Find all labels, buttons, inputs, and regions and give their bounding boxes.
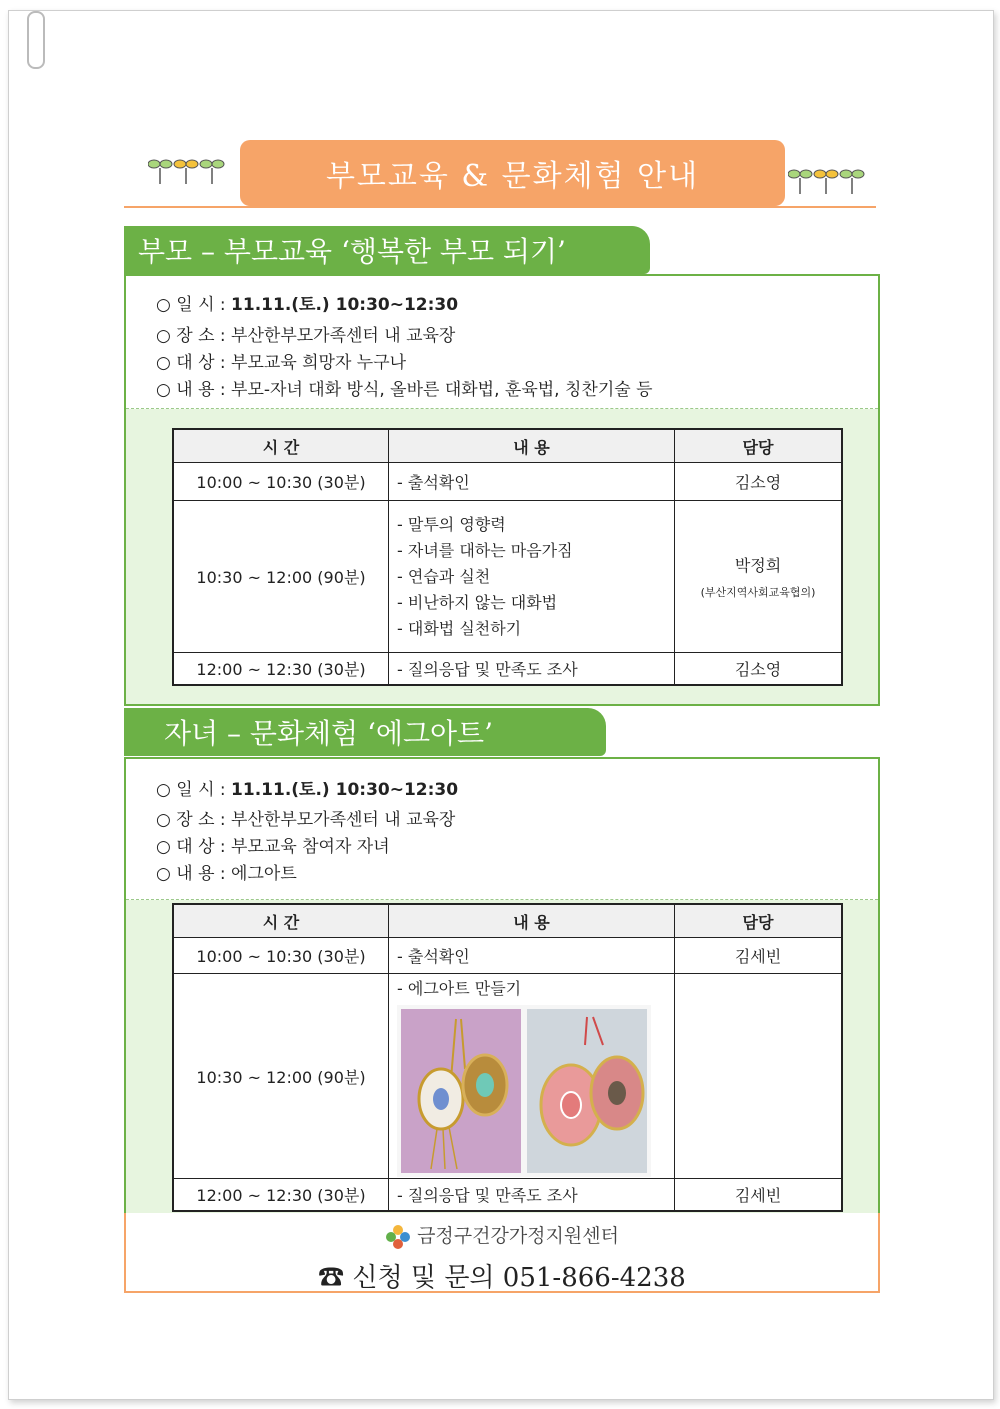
col-header-content: 내 용 [389, 904, 675, 938]
section2-heading: 자녀 – 문화체험 ‘에그아트’ [124, 708, 606, 756]
info-row: ○ 내 용 : 에그아트 [156, 864, 297, 884]
footer [124, 1213, 880, 1293]
info-row: ○ 대 상 : 부모교육 희망자 누구나 [156, 353, 407, 373]
info-row: ○ 일 시 : 11.11.(토.) 10:30~12:30 [156, 780, 459, 800]
info-row: ○ 일 시 : 11.11.(토.) 10:30~12:30 [156, 295, 459, 315]
section1-box [124, 274, 880, 706]
table-row: 12:00 ~ 12:30 (30분) - 질의응답 및 만족도 조사 김소영 [173, 653, 842, 685]
instructor-org: (부산지역사회교육협의) [700, 586, 816, 599]
page-title: 부모교육 & 문화체험 안내 [240, 140, 785, 206]
col-header-content: 내 용 [389, 429, 675, 463]
sprout-right-icon [788, 162, 868, 196]
section2-schedule-table [172, 903, 843, 1212]
egg-art-image-2 [527, 1009, 647, 1173]
info-row: ○ 장 소 : 부산한부모가족센터 내 교육장 [156, 326, 456, 346]
list-item: - 말투의 영향력 [397, 514, 506, 534]
col-header-time: 시 간 [173, 429, 389, 463]
contact-info: ☎ 신청 및 문의 051-866-4238 [318, 1263, 686, 1293]
section1-schedule-table [172, 428, 843, 686]
col-header-who: 담당 [675, 429, 843, 463]
center-name: 금정구건강가정지원센터 [417, 1225, 619, 1247]
info-row: ○ 장 소 : 부산한부모가족센터 내 교육장 [156, 810, 456, 830]
info-row: ○ 대 상 : 부모교육 참여자 자녀 [156, 837, 390, 857]
paperclip-icon [27, 11, 45, 69]
info-row: ○ 내 용 : 부모-자녀 대화 방식, 올바른 대화법, 훈육법, 칭찬기술 등 [156, 380, 653, 400]
egg-art-photo [397, 1005, 651, 1177]
table-row: 10:00 ~ 10:30 (30분) - 출석확인 김소영 [173, 463, 842, 501]
title-underline [124, 206, 876, 208]
center-logo-icon [385, 1224, 411, 1250]
section2-box [124, 757, 880, 1217]
col-header-time: 시 간 [173, 904, 389, 938]
section1-info [126, 276, 878, 409]
table-row: 10:30 ~ 12:00 (90분) - 말투의 영향력 - 자녀를 대하는 마음가짐 - 연습과 실천 - 비난하지 않는 대화법 - 대화법 실천하기 박정희 (부산지역사회교육협의) [173, 501, 842, 653]
table-row: 10:30 ~ 12:00 (90분) - 에그아트 만들기 [173, 974, 842, 1179]
list-item: - 대화법 실천하기 [397, 618, 522, 638]
section1-heading: 부모 – 부모교육 ‘행복한 부모 되기’ [124, 226, 650, 274]
sprout-left-icon [148, 152, 228, 186]
list-item: - 에그아트 만들기 [397, 979, 522, 998]
list-item: - 연습과 실천 [397, 566, 491, 586]
egg-art-image-1 [401, 1009, 521, 1173]
section2-info [126, 759, 878, 900]
instructor-name: 박정희 [734, 556, 782, 575]
table-row: 10:00 ~ 10:30 (30분) - 출석확인 김세빈 [173, 938, 842, 974]
table-row: 12:00 ~ 12:30 (30분) - 질의응답 및 만족도 조사 김세빈 [173, 1179, 842, 1211]
col-header-who: 담당 [675, 904, 843, 938]
list-item: - 비난하지 않는 대화법 [397, 592, 558, 612]
list-item: - 자녀를 대하는 마음가짐 [397, 540, 573, 560]
